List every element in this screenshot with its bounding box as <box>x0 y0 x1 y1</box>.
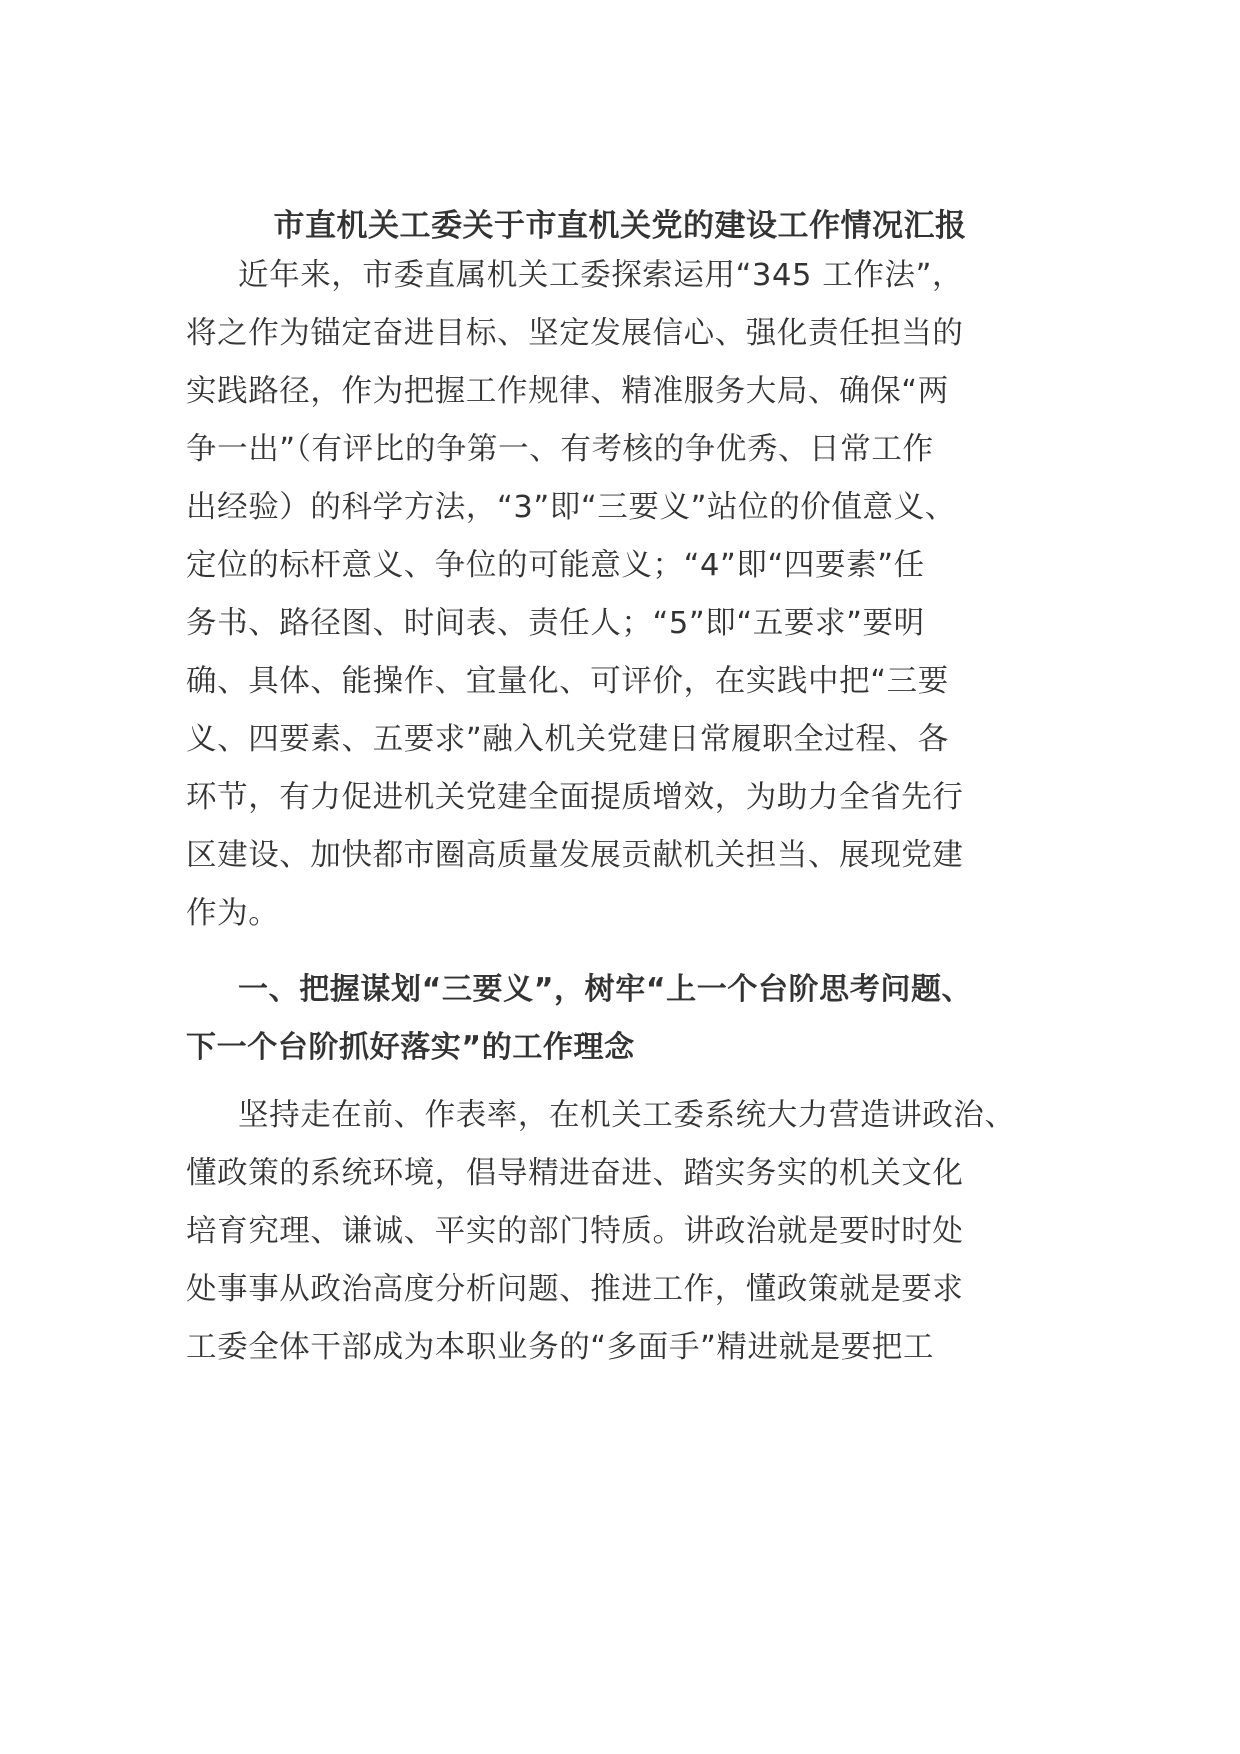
intro-line: 务书、路径图、时间表、责任人；“5”即“五要求”要明 <box>186 606 925 641</box>
intro-line: 实践路径，作为把握工作规律、精准服务大局、确保“两 <box>186 374 949 409</box>
section-heading: 一、把握谋划“三要义”，树牢“上一个台阶思考问题、 <box>238 972 973 1007</box>
intro-line: 争一出”（有评比的争第一、有考核的争优秀、日常工作 <box>186 432 934 467</box>
document-title: 市直机关工委关于市直机关党的建设工作情况汇报 <box>273 208 967 244</box>
intro-line: 义、四要素、五要求”融入机关党建日常履职全过程、各 <box>186 722 949 757</box>
intro-line: 作为。 <box>186 896 280 931</box>
section-body-line: 工委全体干部成为本职业务的“多面手”精进就是要把工 <box>186 1330 935 1365</box>
intro-line: 确、具体、能操作、宜量化、可评价，在实践中把“三要 <box>186 664 949 699</box>
intro-line: 将之作为锚定奋进目标、坚定发展信心、强化责任担当的 <box>186 316 964 351</box>
intro-line: 出经验）的科学方法，“3”即“三要义”站位的价值意义、 <box>186 490 956 525</box>
section-body-line: 处事事从政治高度分析问题、推进工作，懂政策就是要求 <box>186 1272 964 1307</box>
section-body-line: 懂政策的系统环境，倡导精进奋进、踏实务实的机关文化 <box>186 1156 964 1191</box>
intro-line: 区建设、加快都市圈高质量发展贡献机关担当、展现党建 <box>186 838 964 873</box>
section-body-line: 培育究理、谦诚、平实的部门特质。讲政治就是要时时处 <box>186 1214 964 1249</box>
intro-line: 近年来，市委直属机关工委探索运用“345 工作法”， <box>238 258 964 293</box>
intro-line: 环节，有力促进机关党建全面提质增效，为助力全省先行 <box>186 780 964 815</box>
intro-line: 定位的标杆意义、争位的可能意义；“4”即“四要素”任 <box>186 548 925 583</box>
section-body-line: 坚持走在前、作表率，在机关工委系统大力营造讲政治、 <box>238 1098 1016 1133</box>
section-heading: 下一个台阶抓好落实”的工作理念 <box>186 1030 635 1065</box>
